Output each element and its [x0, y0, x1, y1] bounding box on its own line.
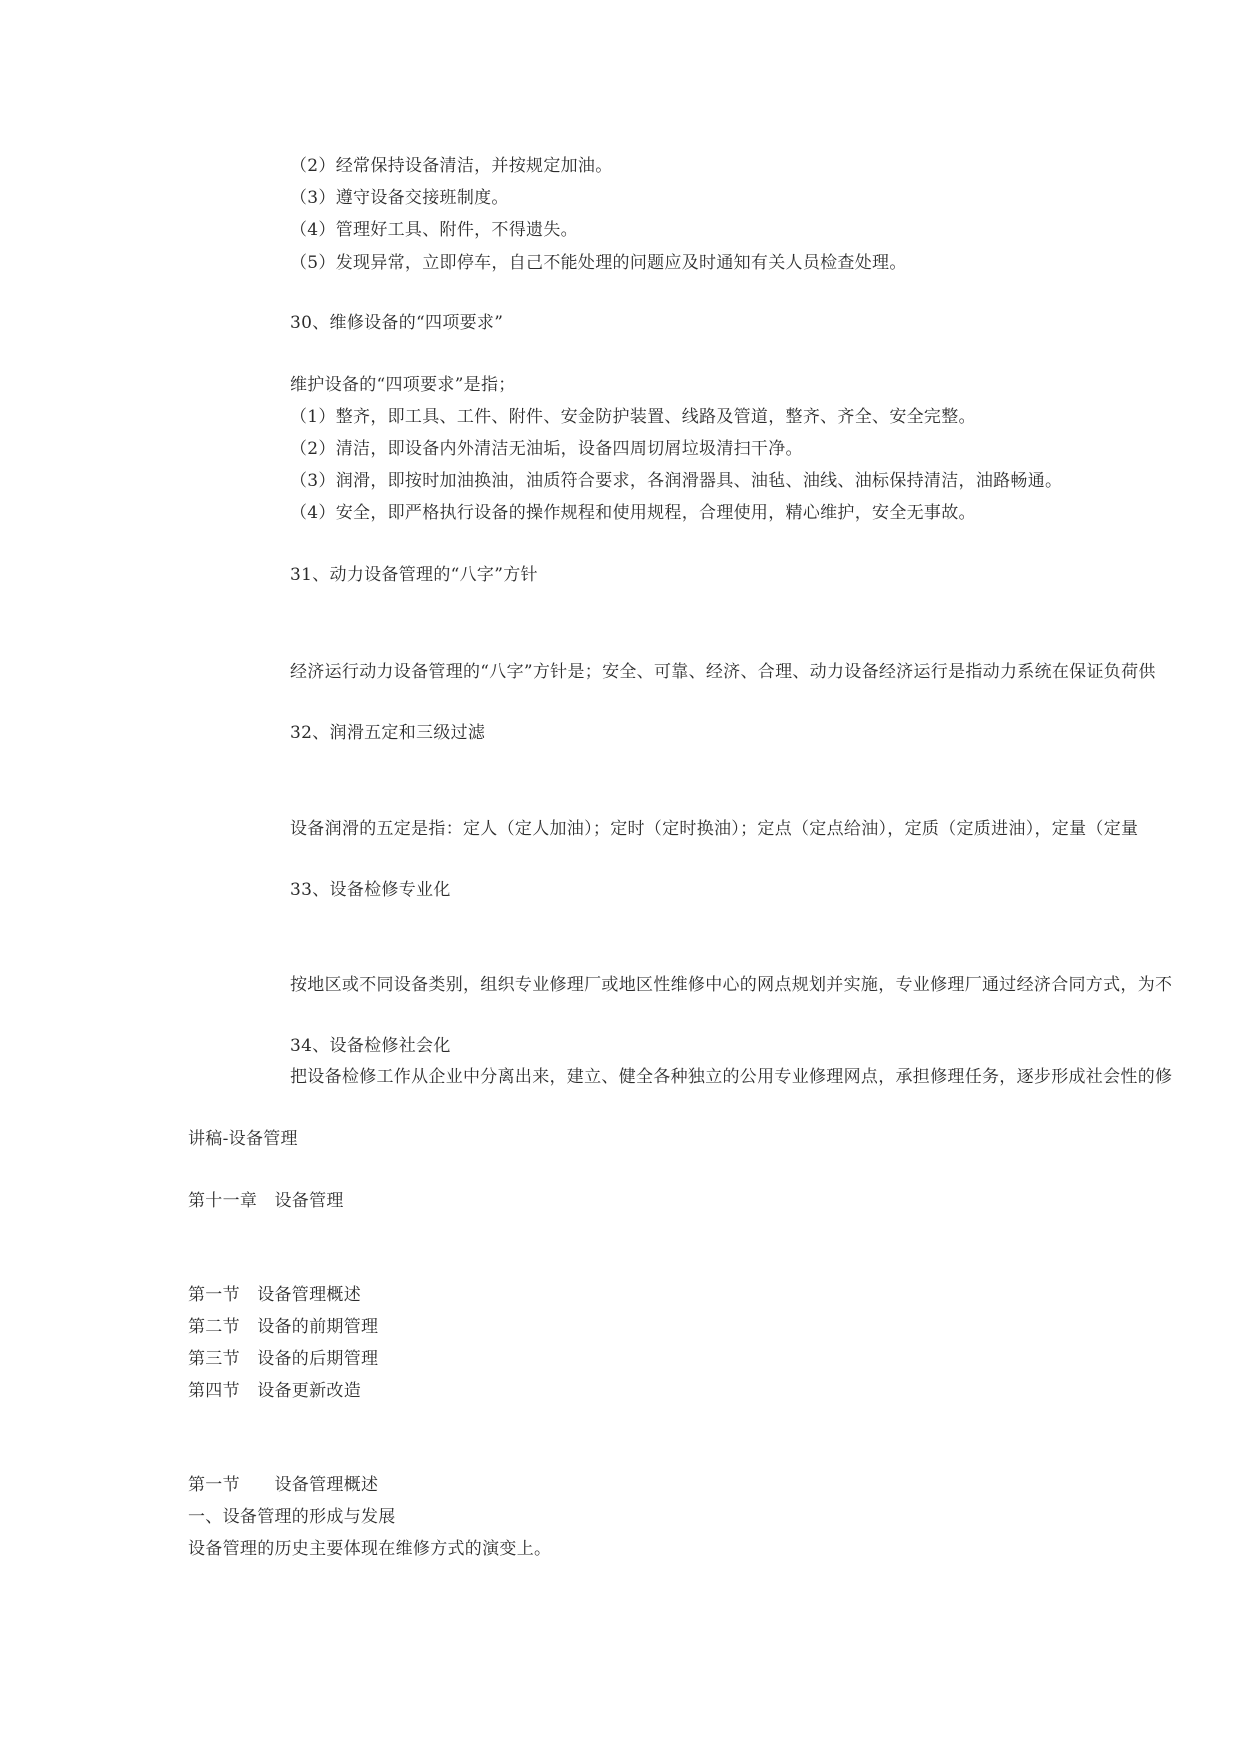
section-list-item: 第三节 设备的后期管理	[188, 1349, 379, 1369]
list-item: （3）遵守设备交接班制度。	[290, 188, 509, 208]
paragraph: 设备管理的历史主要体现在维修方式的演变上。	[188, 1539, 552, 1559]
question-33-title: 33、设备检修专业化	[290, 880, 451, 900]
section-list-item: 第二节 设备的前期管理	[188, 1317, 379, 1337]
list-item: （2）清洁，即设备内外清洁无油垢，设备四周切屑垃圾清扫干净。	[290, 439, 803, 459]
section-list-item: 第四节 设备更新改造	[188, 1381, 361, 1401]
question-34-title: 34、设备检修社会化	[290, 1036, 451, 1056]
list-item: （4）管理好工具、附件，不得遗失。	[290, 220, 578, 240]
question-32-title: 32、润滑五定和三级过滤	[290, 723, 486, 743]
subheading: 一、设备管理的形成与发展	[188, 1507, 396, 1527]
list-item: （5）发现异常，立即停车，自己不能处理的问题应及时通知有关人员检查处理。	[290, 253, 907, 273]
section-heading: 第一节 设备管理概述	[188, 1475, 379, 1495]
question-30-title: 30、维修设备的“四项要求”	[290, 313, 504, 333]
list-item: （4）安全，即严格执行设备的操作规程和使用规程，合理使用，精心维护，安全无事故。	[290, 503, 976, 523]
chapter-title: 第十一章 设备管理	[188, 1191, 344, 1211]
section-list-item: 第一节 设备管理概述	[188, 1285, 361, 1305]
question-34-text: 把设备检修工作从企业中分离出来，建立、健全各种独立的公用专业修理网点，承担修理任务，逐步形成社会性的修	[290, 1067, 1173, 1087]
lecture-title: 讲稿-设备管理	[188, 1129, 298, 1149]
list-item: （3）润滑，即按时加油换油，油质符合要求，各润滑器具、油毡、油线、油标保持清洁，油路畅通。	[290, 471, 1063, 491]
list-item: （2）经常保持设备清洁，并按规定加油。	[290, 156, 613, 176]
question-30-intro: 维护设备的“四项要求”是指；	[290, 375, 516, 395]
question-31-title: 31、动力设备管理的“八字”方针	[290, 565, 538, 585]
list-item: （1）整齐，即工具、工件、附件、安金防护装置、线路及管道，整齐、齐全、安全完整。	[290, 407, 976, 427]
question-32-text: 设备润滑的五定是指：定人（定人加油）；定时（定时换油）；定点（定点给油），定质（定质进油），定量（定量	[290, 819, 1139, 839]
question-33-text: 按地区或不同设备类别，组织专业修理厂或地区性维修中心的网点规划并实施，专业修理厂通过经济合同方式，为不	[290, 975, 1173, 995]
question-31-text: 经济运行动力设备管理的“八字”方针是；安全、可靠、经济、合理、动力设备经济运行是指动力系统在保证负荷供	[290, 662, 1156, 682]
